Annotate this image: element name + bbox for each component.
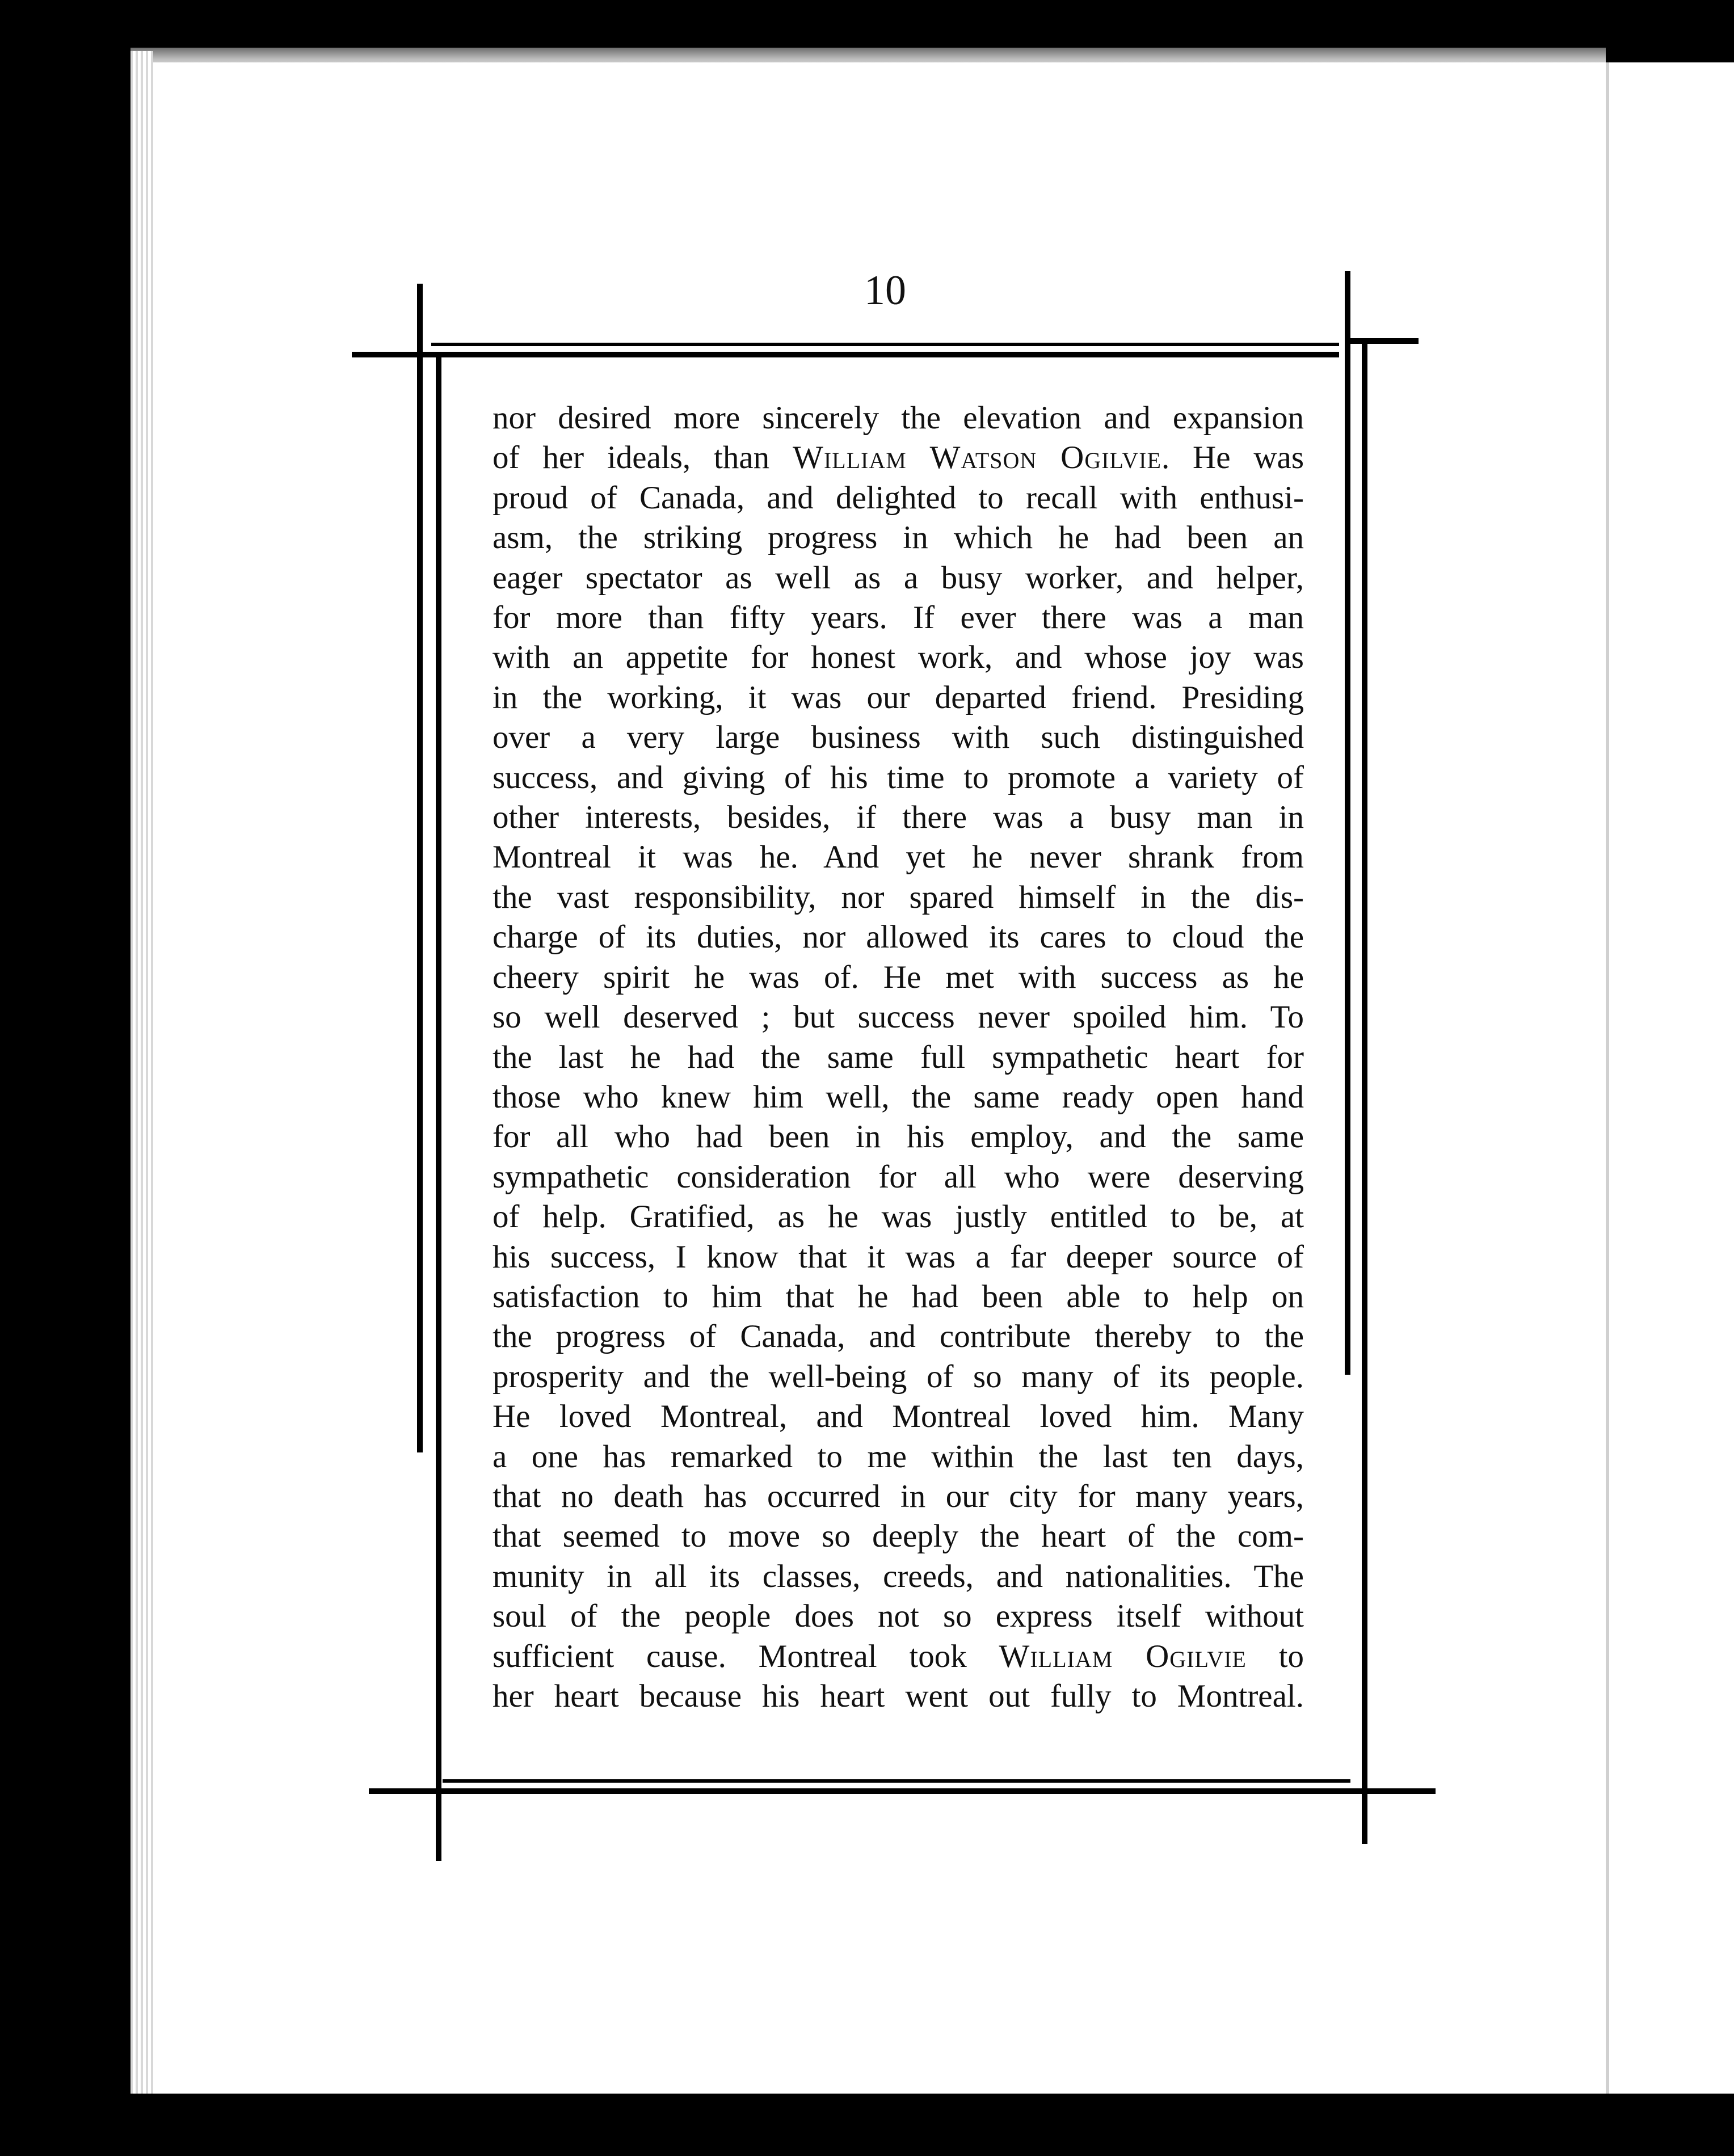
text-line: asm, the striking progress in which he had been an [493, 520, 1304, 556]
body-paragraph [493, 398, 1304, 1716]
adjacent-page [1606, 62, 1734, 2094]
text-line: prosperity and the well-being of so many of its people. [493, 1358, 1304, 1395]
frame-right-vertical [1345, 271, 1350, 1375]
text-line [493, 438, 1304, 478]
frame-top-rule-extension [1350, 338, 1419, 344]
frame-top-inner-rule [431, 343, 1339, 346]
text-line: Montreal it was he. And yet he never shrank from [493, 839, 1304, 875]
frame-bottom-inner-rule [443, 1779, 1350, 1783]
text-line: those who knew him well, the same ready open hand [493, 1079, 1304, 1115]
text-line: satisfaction to him that he had been able to help on [493, 1278, 1304, 1315]
text-line: the progress of Canada, and contribute thereby to the [493, 1319, 1304, 1355]
text-fragment: of her ideals, than [493, 440, 770, 476]
text-line: eager spectator as well as a busy worker, and helper, [493, 559, 1304, 596]
text-line: a one has remarked to me within the last ten days, [493, 1438, 1304, 1475]
text-line: charge of its duties, nor allowed its cares to cloud the [493, 919, 1304, 955]
frame-top-rule [352, 352, 1339, 357]
text-line: so well deserved ; but success never spoiled him. To [493, 999, 1304, 1035]
text-line: the last he had the same full sympathetic heart for [493, 1039, 1304, 1075]
text-line: munity in all its classes, creeds, and nationalities. The [493, 1558, 1304, 1594]
frame-right-bottom-vertical [1362, 340, 1367, 1844]
text-fragment: . He was [1161, 440, 1304, 476]
text-line: cheery spirit he was of. He met with success as he [493, 959, 1304, 995]
text-line: that seemed to move so deeply the heart of the com- [493, 1518, 1304, 1555]
text-line: the vast responsibility, nor spared himself in the dis- [493, 879, 1304, 915]
page-number: 10 [864, 267, 906, 314]
text-line: success, and giving of his time to promote a variety of [493, 759, 1304, 795]
page-left-edge [131, 51, 153, 2094]
text-line: his success, I know that it was a far deeper source of [493, 1239, 1304, 1275]
text-line: of help. Gratified, as he was justly entitled to be, at [493, 1199, 1304, 1235]
frame-left-bottom-vertical [436, 352, 441, 1861]
text-line: nor desired more sincerely the elevation and expansion [493, 400, 1304, 436]
text-line: soul of the people does not so express itself without [493, 1598, 1304, 1635]
text-line: that no death has occurred in our city for many years, [493, 1478, 1304, 1514]
text-line: her heart because his heart went out fully to Montreal. [493, 1678, 1304, 1714]
name-small-caps: William Ogilvie [999, 1638, 1247, 1674]
text-line: over a very large business with such distinguished [493, 719, 1304, 756]
text-line: other interests, besides, if there was a busy man in [493, 799, 1304, 836]
text-line: in the working, it was our departed friend. Presiding [493, 679, 1304, 715]
text-fragment: sufficient cause. Montreal took [493, 1638, 967, 1674]
text-line: sympathetic consideration for all who were deserving [493, 1159, 1304, 1195]
text-line: with an appetite for honest work, and whose joy was [493, 639, 1304, 676]
text-line: for more than fifty years. If ever there was a man [493, 600, 1304, 636]
name-small-caps: William Watson Ogilvie [793, 440, 1161, 476]
frame-left-vertical [417, 284, 423, 1452]
text-line: for all who had been in his employ, and the same [493, 1119, 1304, 1155]
text-line: He loved Montreal, and Montreal loved him. Many [493, 1399, 1304, 1435]
frame-bottom-rule [369, 1788, 1436, 1794]
text-line [493, 1637, 1304, 1677]
text-fragment: to [1246, 1638, 1304, 1674]
text-line: proud of Canada, and delighted to recall with enthusi- [493, 479, 1304, 516]
